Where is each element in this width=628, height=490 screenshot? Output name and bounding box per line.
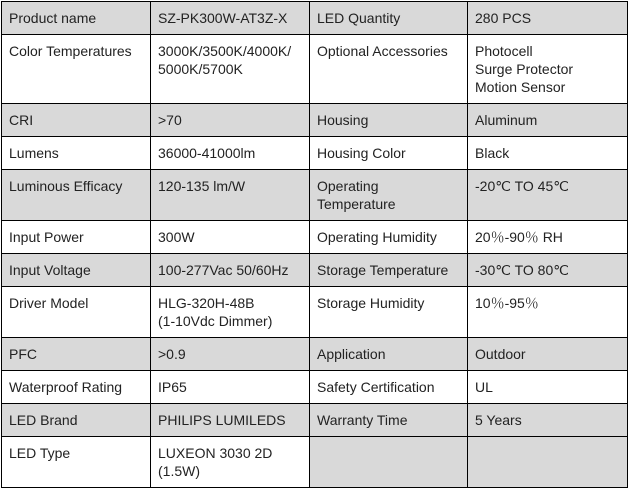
spec-value: UL (468, 371, 628, 404)
spec-value: HLG-320H-48B (1-10Vdc Dimmer) (151, 287, 310, 338)
spec-value: SZ-PK300W-AT3Z-X (151, 2, 310, 35)
table-row (2, 35, 628, 104)
table-row (2, 170, 628, 221)
spec-label: Housing (310, 104, 468, 137)
spec-label: Product name (2, 2, 151, 35)
spec-value: 3000K/3500K/4000K/ 5000K/5700K (151, 35, 310, 104)
spec-value: LUXEON 3030 2D (1.5W) (151, 437, 310, 488)
spec-label: Input Power (2, 221, 151, 254)
spec-label: Warranty Time (310, 404, 468, 437)
spec-label: Application (310, 338, 468, 371)
spec-value: Black (468, 137, 628, 170)
spec-value (468, 437, 628, 488)
spec-value: -20℃ TO 45℃ (468, 170, 628, 221)
spec-value: >70 (151, 104, 310, 137)
spec-label (310, 437, 468, 488)
spec-value: 280 PCS (468, 2, 628, 35)
spec-label: Color Temperatures (2, 35, 151, 104)
spec-value: Outdoor (468, 338, 628, 371)
spec-value: >0.9 (151, 338, 310, 371)
spec-value: PHILIPS LUMILEDS (151, 404, 310, 437)
table-row (2, 221, 628, 254)
spec-value: 36000-41000lm (151, 137, 310, 170)
table-row (2, 104, 628, 137)
spec-label: CRI (2, 104, 151, 137)
spec-label: PFC (2, 338, 151, 371)
spec-value: 300W (151, 221, 310, 254)
spec-label: Housing Color (310, 137, 468, 170)
spec-value: 20％-90％ RH (468, 221, 628, 254)
spec-label: Safety Certification (310, 371, 468, 404)
specification-table (1, 1, 628, 488)
spec-value: IP65 (151, 371, 310, 404)
spec-value: 100-277Vac 50/60Hz (151, 254, 310, 287)
table-row (2, 338, 628, 371)
table-row (2, 137, 628, 170)
spec-label: Waterproof Rating (2, 371, 151, 404)
spec-value: Aluminum (468, 104, 628, 137)
spec-value: 10％-95％ (468, 287, 628, 338)
spec-label: LED Brand (2, 404, 151, 437)
table-row (2, 254, 628, 287)
spec-label: Lumens (2, 137, 151, 170)
spec-label: Driver Model (2, 287, 151, 338)
spec-label: Input Voltage (2, 254, 151, 287)
spec-label: Storage Temperature (310, 254, 468, 287)
spec-value: 120-135 lm/W (151, 170, 310, 221)
table-row (2, 2, 628, 35)
table-row (2, 371, 628, 404)
spec-label: Storage Humidity (310, 287, 468, 338)
spec-label: LED Quantity (310, 2, 468, 35)
specification-table-body (2, 2, 628, 488)
table-row (2, 287, 628, 338)
spec-value: -30℃ TO 80℃ (468, 254, 628, 287)
spec-label: Operating Humidity (310, 221, 468, 254)
table-row (2, 404, 628, 437)
spec-label: LED Type (2, 437, 151, 488)
spec-value: Photocell Surge Protector Motion Sensor (468, 35, 628, 104)
spec-label: Operating Temperature (310, 170, 468, 221)
spec-label: Optional Accessories (310, 35, 468, 104)
spec-label: Luminous Efficacy (2, 170, 151, 221)
table-row (2, 437, 628, 488)
spec-value: 5 Years (468, 404, 628, 437)
